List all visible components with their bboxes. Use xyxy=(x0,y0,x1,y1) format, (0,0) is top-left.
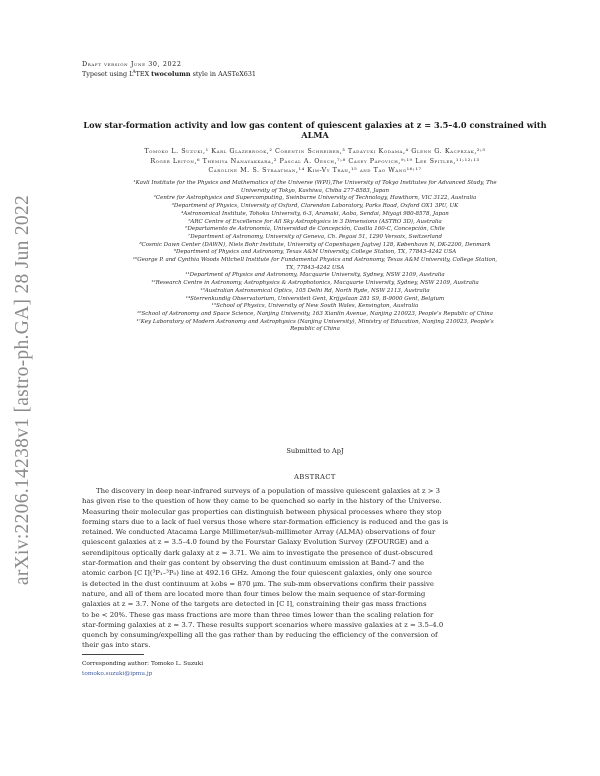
abstract-line: serendipitous optically dark galaxy at z = 3.71. We aim to investigate the presence of dust-obscured xyxy=(82,548,433,557)
paper-title xyxy=(82,120,548,140)
affiliation: ⁷Department of Astronomy, University of Geneva, Ch. Pegasi 51, 1290 Versoix, Switzerland xyxy=(188,233,442,240)
affiliation: University of Tokyo, Kashiwa, Chiba 277-8583, Japan xyxy=(240,187,390,194)
typeset-post: style in AASTeX631 xyxy=(190,70,256,79)
affiliation: ⁴Astronomical Institute, Tohoku University, 6-3, Aramaki, Aoba, Sendai, Miyagi 980-8578, Japan xyxy=(181,210,449,217)
arxiv-stamp xyxy=(3,130,43,650)
title-line: Low star-formation activity and low gas content of quiescent galaxies at z = 3.5–4.0 constrained with xyxy=(83,120,547,130)
abstract-line: retained. We conducted Atacama Large Millimeter/sub-millimeter Array (ALMA) observations of four xyxy=(82,528,436,537)
draft-version: Draft version June 30, 2022 xyxy=(82,60,182,68)
affiliation: ¹⁷Key Laboratory of Modern Astronomy and Astrophysics (Nanjing University), Ministry of Education, Nanjing 210023, People’s xyxy=(136,318,494,325)
title-line: ALMA xyxy=(301,130,329,140)
affiliation: ⁸Cosmic Dawn Center (DAWN), Niels Bohr Institute, University of Copenhagen Jagtvej 128, København N, DK-2200, Denmark xyxy=(139,241,491,248)
affiliation: ²Centre for Astrophysics and Supercomputing, Swinburne University of Technology, Hawthorn, VIC 3122, Australia xyxy=(153,195,477,202)
abstract-line: has given rise to the question of how they came to be quenched so early in the history of the Universe. xyxy=(82,497,442,506)
author-list xyxy=(86,147,544,176)
abstract-line: their gas into stars. xyxy=(82,641,151,650)
author-email-link[interactable]: tomoko.suzuki@ipmu.jp xyxy=(82,671,153,677)
author-line: Tomoko L. Suzuki,¹ Karl Glazebrook,² Corentin Schreiber,³ Tadayuki Kodama,⁴ Glenn G. Kacprzak,²˒⁵ xyxy=(144,147,486,155)
affiliation: ¹¹Department of Physics and Astronomy, Macquarie University, Sydney, NSW 2109, Australia xyxy=(185,272,445,279)
abstract-line: forming stars due to a lack of fuel versus those where star-formation efficiency is reduced and the gas is xyxy=(82,517,449,526)
abstract-line: quench by consuming/expelling all the gas rather than by reducing the efficiency of the conversion of xyxy=(82,631,438,640)
abstract-body xyxy=(82,486,515,651)
affiliation: ¹Kavli Institute for the Physics and Mathematics of the Universe (WPI),The University of Tokyo Institutes for Advanced Study, The xyxy=(133,180,497,186)
affiliation: ³Department of Physics, University of Oxford, Clarendon Laboratory, Parks Road, Oxford OX1 3PU, UK xyxy=(171,203,459,210)
affiliation: Republic of China xyxy=(290,326,340,333)
affiliation: ⁵ARC Centre of Excellence for All Sky Astrophysics in 3 Dimensions (ASTRO 3D), Australia xyxy=(188,218,442,225)
typeset-style: twocolumn xyxy=(151,70,191,79)
submitted-note: Submitted to ApJ xyxy=(286,447,344,455)
abstract-line: is detected in the dust continuum at λobs = 870 μm. The sub-mm observations confirm their passive xyxy=(82,579,434,588)
affiliation: ⁹Department of Physics and Astronomy, Texas A&M University, College Station, TX, 77843-4242 USA xyxy=(173,249,457,256)
abstract-line: star-formation and their gas content by observing the dust continuum emission at Band-7 and the xyxy=(82,559,425,568)
affiliation: ¹⁵School of Physics, University of New South Wales, Kensington, Australia xyxy=(211,303,419,310)
affiliation: ¹⁶School of Astronomy and Space Science, Nanjing University, 163 Xianlin Avenue, Nanjing 210023, People’s Republic of China xyxy=(137,310,493,317)
affiliation: ¹²Research Centre in Astronomy, Astrophysics & Astrophotonics, Macquarie University, Sydney, NSW 2109, Australia xyxy=(151,280,479,287)
affiliation: ¹⁴Sterrenkundig Observatorium, Universiteit Gent, Krijgslaan 281 S9, B-9000 Gent, Belgium xyxy=(185,295,445,302)
abstract-line: quiescent galaxies at z = 3.5–4.0 found by the Fourstar Galaxy Evolution Survey (ZFOURGE) and a xyxy=(82,538,429,547)
affiliation: ⁶Departamento de Astronomía, Universidad de Concepción, Casilla 160-C, Concepción, Chile xyxy=(185,226,445,233)
typeset-note xyxy=(82,70,256,78)
abstract-line: nature, and all of them are located more than four times below the main sequence of star-forming xyxy=(82,589,426,598)
typeset-tex: TEX xyxy=(135,70,152,79)
abstract-heading: ABSTRACT xyxy=(294,473,336,481)
arxiv-identifier: arXiv:2206.14238v1 [astro-ph.GA] 28 Jun 2022 xyxy=(12,194,33,586)
abstract-line: Measuring their molecular gas properties can distinguish between physical processes where they stop xyxy=(82,507,442,516)
affiliation: ¹³Australian Astronomical Optics, 105 Delhi Rd, North Ryde, NSW 2113, Australia xyxy=(200,287,430,294)
abstract-line: atomic carbon [C I](³P₁–³P₀) line at 492.16 GHz. Among the four quiescent galaxies, only one source xyxy=(82,569,432,578)
author-line: Roger Leiton,⁶ Themiya Nanayakkara,² Pascal A. Oesch,⁷˒⁸ Casey Papovich,⁹˒¹⁰ Lee Spitler,¹¹˒¹²˒¹³ xyxy=(150,156,480,165)
affiliations xyxy=(82,180,548,334)
footnote-rule xyxy=(82,654,144,655)
latex-a: A xyxy=(132,70,136,75)
corresponding-author: Corresponding author: Tomoko L. Suzuki xyxy=(82,661,204,667)
abstract-line: to be < 20%. These gas mass fractions are more than three times lower than the scaling relation for xyxy=(82,610,434,619)
abstract-line: galaxies at z = 3.7. None of the targets are detected in [C I], constraining their gas mass fractions xyxy=(82,600,427,609)
affiliation: ¹⁰George P. and Cynthia Woods Mitchell Institute for Fundamental Physics and Astronomy, Texas A&M University, College Station, xyxy=(132,257,498,264)
author-line: Caroline M. S. Straatman,¹⁴ Kim-Vy Tran,¹⁵ and Tao Wang¹⁶˒¹⁷ xyxy=(208,166,422,175)
affiliation: TX, 77843-4242 USA xyxy=(285,264,345,271)
abstract-line: star-forming galaxies at z = 3.7. These results support scenarios where massive galaxies at z = 3.5–4.0 xyxy=(82,620,444,629)
abstract-line: The discovery in deep near-infrared surveys of a population of massive quiescent galaxies at z > 3 xyxy=(96,487,441,495)
typeset-pre: Typeset using L xyxy=(82,70,134,79)
